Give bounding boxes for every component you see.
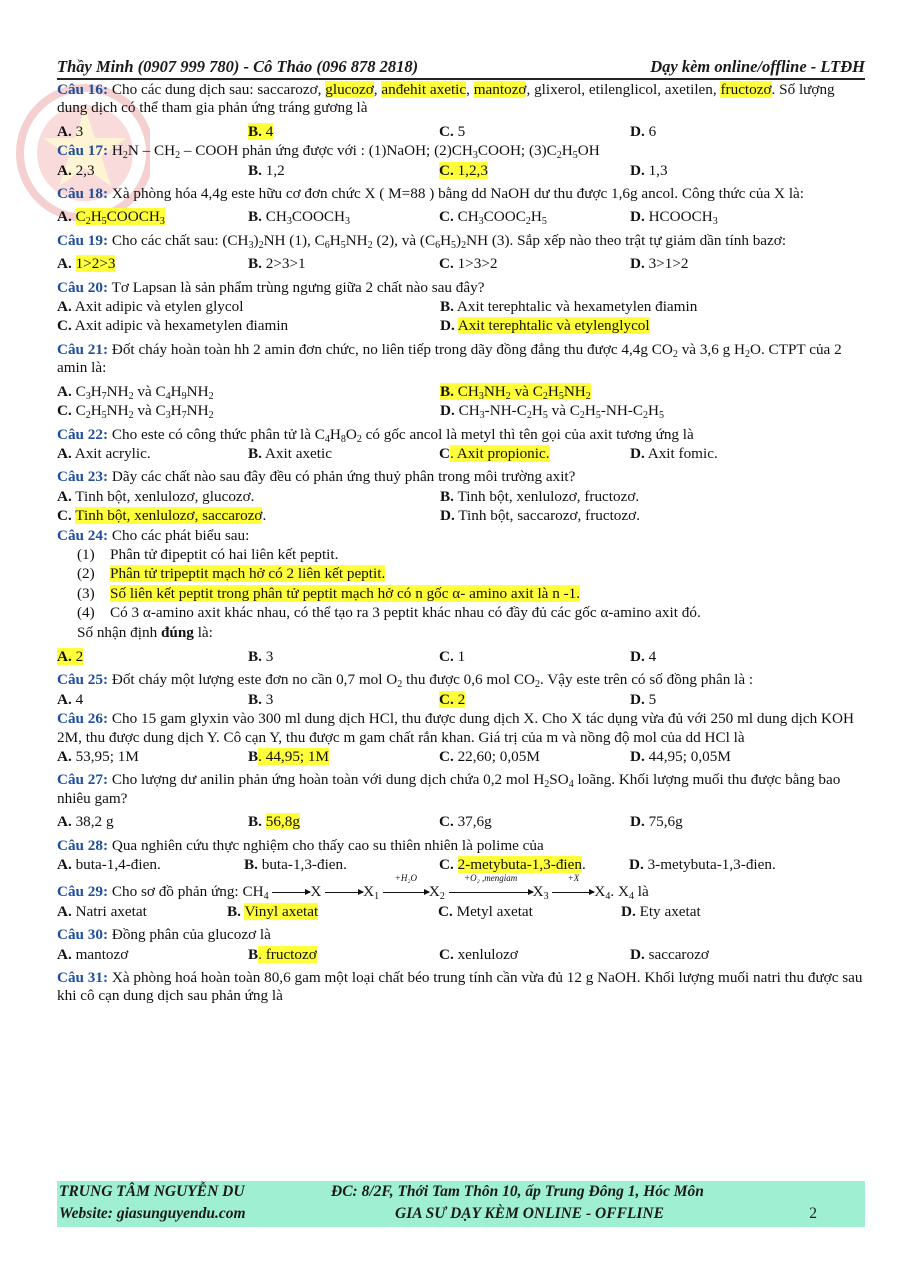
footer-center-name: TRUNG TÂM NGUYỄN DU: [59, 1183, 245, 1200]
answer-c: C. 37,6g: [439, 813, 492, 831]
answer-b: B. fructozơ: [248, 945, 317, 963]
answer-d: D. Axit terephtalic và etylenglycol: [440, 317, 650, 335]
answer-a: A. Axit adipic và etylen glycol: [57, 298, 244, 316]
answer-c: C. xenlulozơ: [439, 945, 518, 963]
answer-a: A. mantozơ: [57, 945, 129, 963]
question-20: Câu 20: Tơ Lapsan là sản phẩm trùng ngưng giữa 2 chất nào sau đây?: [57, 278, 485, 296]
answer-c: C. 22,60; 0,05M: [439, 748, 540, 765]
answers-20-cd: [57, 317, 865, 335]
reaction-arrow: +X: [552, 883, 594, 901]
answer-a: A. 2,3: [57, 161, 95, 179]
reaction-arrow: [325, 883, 363, 901]
answer-b: B. buta-1,3-đien.: [244, 856, 347, 874]
answer-a: A. Axit acrylic.: [57, 444, 151, 462]
answer-d: D. $HCOOCH_3$: [630, 208, 718, 228]
answer-c: C. 1>3>2: [439, 255, 498, 273]
question-19: Câu 19: Cho các chất sau: $(CH_3)_2NH$ (1), $C_6H_5NH_2$ (2), và $(C_6H_5)_2NH$ (3). Sắp xếp nào theo trật tự giảm dần tính bazơ:: [57, 231, 787, 251]
answer-d: D. 75,6g: [630, 813, 683, 831]
document-page: [57, 58, 865, 1006]
page-number: 2: [809, 1205, 817, 1222]
question-31: Câu 31: Xà phòng hoá hoàn toàn 80,6 gam một loại chất béo trung tính cần vừa đủ 12 g NaOH. Khối lượng muối natri thu được sau khi cô cạn dung dịch sau phản ứng là: [57, 969, 863, 1005]
answers-24: [57, 648, 865, 666]
answer-b: B. 3: [248, 647, 274, 665]
count-prompt: Số nhận định đúng là:: [77, 623, 213, 641]
answers-18: [57, 208, 865, 226]
answer-c: C. Axit adipic và hexametylen điamin: [57, 317, 289, 335]
question-18: Câu 18: Xà phòng hóa 4,4g este hữu cơ đơn chức X ( M=88 ) bằng dd NaOH dư thu được 1,6g ancol. Công thức của X là:: [57, 185, 805, 203]
answer-c: C. $CH_3COOC_2H_5$: [439, 208, 547, 228]
answer-a: A. 3: [57, 122, 84, 140]
answer-b: B. 44,95; 1M: [248, 748, 330, 765]
answer-c: C. 1: [439, 647, 466, 665]
answer-d: D. Ety axetat: [621, 902, 701, 920]
header-teachers: Thầy Minh (0907 999 780) - Cô Thảo (096 878 2818): [57, 57, 419, 76]
answer-a: A. Tinh bột, xenlulozơ, glucozơ.: [57, 487, 255, 505]
answer-d: D. 1,3: [630, 161, 668, 179]
footer-website[interactable]: Website: giasunguyendu.com: [59, 1205, 246, 1222]
footer-address: ĐC: 8/2F, Thới Tam Thôn 10, ấp Trung Đông 1, Hóc Môn: [331, 1183, 704, 1200]
answer-b: B. $CH_3COOCH_3$: [248, 208, 351, 228]
answer-b: B. 3: [248, 690, 274, 708]
answer-b: B. 4: [248, 122, 274, 140]
answer-c: C. 2: [439, 690, 466, 708]
answer-b: B. $CH_3NH_2$ và $C_2H_5NH_2$: [440, 382, 591, 402]
answer-c: C. 5: [439, 122, 466, 140]
reaction-arrow: +H₂O: [383, 883, 429, 901]
list-item: (2) Phân tử tripeptit mạch hở có 2 liên kết peptit.: [77, 565, 386, 583]
answer-d: D. Tinh bột, saccarozơ, fructozơ.: [440, 507, 640, 525]
answer-b: B. 56,8g: [248, 813, 300, 831]
answer-a: A. Natri axetat: [57, 902, 147, 920]
answer-a: A. $C_3H_7NH_2$ và $C_4H_9NH_2$: [57, 382, 214, 402]
answer-d: D. Axit fomic.: [630, 444, 718, 462]
question-29: Câu 29: Cho sơ đồ phản ứng: $CH_4$ X $X_1$ +H₂O $X_2$ +O₂ ,mengiam $X_3$ +X $X_4$. $X_4$ là: [57, 873, 649, 903]
question-17: Câu 17: $H_2N - CH_2$ – COOH phản ứng được với : (1)NaOH; $(2)CH_3COOH$; $(3)C_2H_5OH$: [57, 142, 600, 162]
question-25: Câu 25: Đốt cháy một lượng este đơn no cần 0,7 mol $O_2$ thu được 0,6 mol $CO_2$. Vậy este trên có số đồng phân là :: [57, 671, 754, 691]
answer-c: C. Tinh bột, xenlulozơ, saccarozơ.: [57, 507, 267, 525]
list-item: (3) Số liên kết peptit trong phân tử peptit mạch hở có n gốc α- amino axit là n -1.: [77, 584, 581, 602]
answers-25: [57, 691, 865, 709]
answers-27: [57, 813, 865, 831]
question-30: Câu 30: Đồng phân của glucozơ là: [57, 926, 271, 944]
question-21: Câu 21: Đốt cháy hoàn toàn hh 2 amin đơn chức, no liên tiếp trong dãy đồng đẳng thu được 4,4g $CO_2$ và 3,6 g $H_2O$. CTPT của 2 amin là:: [57, 340, 842, 377]
answer-d: D. 5: [630, 690, 657, 708]
answer-a: A. 38,2 g: [57, 813, 114, 831]
answer-d: D. 4: [630, 647, 657, 665]
answers-21-ab: [57, 383, 865, 401]
answer-b: B. Vinyl axetat: [227, 902, 319, 920]
question-26: Câu 26: Cho 15 gam glyxin vào 300 ml dung dịch HCl, thu được dung dịch X. Cho X tác dụng vừa đủ với 250 ml dung dịch KOH 2M, thu được dung dịch Y. Cô cạn Y, thu được m gam chất rắn khan. Giá trị của m và nồng độ mol của dd HCl là: [57, 710, 854, 746]
question-28: Câu 28: Qua nghiên cứu thực nghiệm cho thấy cao su thiên nhiên là polime của: [57, 836, 544, 854]
answers-21-cd: [57, 402, 865, 420]
answers-16: [57, 123, 865, 141]
page-footer: [57, 1181, 865, 1227]
answer-c: C. Axit propionic.: [439, 444, 550, 462]
answer-d: D. 3-metybuta-1,3-đien.: [629, 856, 776, 874]
answer-a: A. $C_2H_5COOCH_3$: [57, 208, 165, 228]
answer-c: C. 2-metybuta-1,3-đien.: [439, 856, 586, 874]
answer-b: B. Axit axetic: [248, 444, 332, 462]
answer-d: D. 3>1>2: [630, 255, 689, 273]
answer-a: A. 1>2>3: [57, 255, 116, 273]
question-23: Câu 23: Dãy các chất nào sau đây đều có phản ứng thuỷ phân trong môi trường axit?: [57, 468, 576, 486]
answers-20-ab: [57, 298, 865, 316]
answer-d: D. $CH_3-NH-C_2H_5$ và $C_2H_5-NH-C_2H_5$: [440, 402, 665, 422]
header-tagline: Dạy kèm online/offline - LTĐH: [650, 57, 865, 76]
page-header: [57, 58, 865, 80]
answers-28: [57, 856, 865, 874]
answers-23-cd: [57, 507, 865, 525]
answer-b: B. Tinh bột, xenlulozơ, fructozơ.: [440, 487, 640, 505]
list-item: (4) Có 3 α-amino axit khác nhau, có thể tạo ra 3 peptit khác nhau có đầy đủ các gốc α-amino axit đó.: [77, 604, 701, 622]
question-22: Câu 22: Cho este có công thức phân tử là $C_4H_8O_2$ có gốc ancol là metyl thì tên gọi của axit tương ứng là: [57, 425, 694, 445]
answer-d: D. 44,95; 0,05M: [630, 748, 731, 765]
answer-a: A. 2: [57, 647, 84, 665]
answer-a: A. 53,95; 1M: [57, 748, 139, 765]
answer-a: A. buta-1,4-đien.: [57, 856, 161, 874]
answer-d: D. saccarozơ: [630, 945, 709, 963]
question-27: Câu 27: Cho lượng dư anilin phản ứng hoàn toàn với dung dịch chứa 0,2 mol $H_2SO_4$ loãng. Khối lượng muối thu được bằng bao nhiêu gam?: [57, 771, 841, 807]
list-item: (1) Phân tử đipeptit có hai liên kết peptit.: [77, 545, 339, 563]
answer-c: C. Metyl axetat: [438, 902, 533, 920]
answer-b: B. Axit terephtalic và hexametylen điamin: [440, 298, 698, 316]
answers-30: [57, 946, 865, 964]
answers-17: [57, 162, 865, 180]
question-number: Câu 16:: [57, 81, 109, 98]
answer-a: A. 4: [57, 690, 84, 708]
answers-22: [57, 445, 865, 463]
footer-slogan: GIA SƯ DẠY KÈM ONLINE - OFFLINE: [395, 1205, 664, 1222]
reaction-arrow: [272, 883, 310, 901]
answer-d: D. 6: [630, 122, 657, 140]
question-24: Câu 24: Cho các phát biểu sau:: [57, 526, 250, 544]
answers-26: [57, 748, 865, 766]
answer-c: C. $C_2H_5NH_2$ và $C_3H_7NH_2$: [57, 402, 214, 422]
answers-19: [57, 255, 865, 273]
answers-29: [57, 903, 865, 921]
statement-list: [77, 546, 865, 642]
question-16: Câu 16: Cho các dung dịch sau: saccarozơ, glucozơ, anđehit axetic, mantozơ, glixerol, etilenglicol, axetilen, fructozơ. Số lượng dung dịch có thể tham gia phản ứng tráng gương là: [57, 81, 835, 117]
answer-b: B. 1,2: [248, 161, 285, 179]
answer-c: C. 1,2,3: [439, 161, 488, 179]
reaction-arrow: +O₂ ,mengiam: [449, 883, 533, 901]
answer-b: B. 2>3>1: [248, 255, 306, 273]
answers-23-ab: [57, 488, 865, 506]
